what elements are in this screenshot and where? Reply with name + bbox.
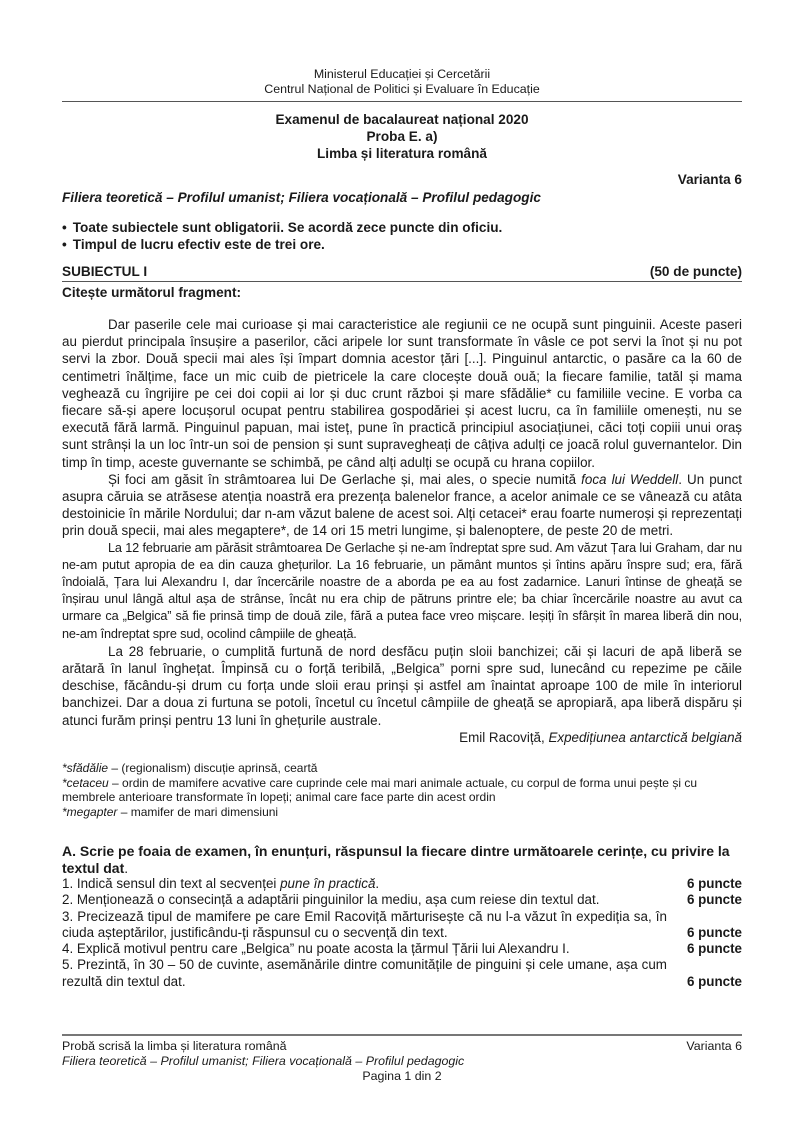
bullet-icon: • xyxy=(62,237,67,252)
glossary-item: *sfădălie – (regionalism) discuție aprinsă, ceartă xyxy=(62,761,318,775)
question-text: 4. Explică motivul pentru care „Belgica” nu poate acosta la țărmul Țării lui Alexandru I. xyxy=(62,941,570,957)
footer-variant: Varianta 6 xyxy=(686,1039,742,1053)
bullet-icon: • xyxy=(62,220,67,235)
section-divider xyxy=(62,281,742,282)
exam-profile: Filiera teoretică – Profilul umanist; Filiera vocațională – Profilul pedagogic xyxy=(62,190,541,205)
question-text: 1. Indică sensul din text al secvenței pune în practică. xyxy=(62,876,380,891)
read-prompt: Citește următorul fragment: xyxy=(62,285,242,300)
fragment-source xyxy=(62,729,742,746)
header-divider xyxy=(62,101,742,102)
source-author: Emil Racoviță, xyxy=(459,729,549,745)
page-header xyxy=(62,67,742,97)
question-item xyxy=(62,876,742,892)
question-item xyxy=(62,941,742,957)
variant-label: Varianta 6 xyxy=(677,172,742,187)
page-number: Pagina 1 din 2 xyxy=(362,1069,442,1083)
section-title: SUBIECTUL I xyxy=(62,264,148,279)
page-footer xyxy=(62,1039,742,1084)
question-text: 5. Prezintă, în 30 – 50 de cuvinte, asemănările dintre comunitățile de pinguini și cele umane, așa cum rezultă din textul dat. xyxy=(62,957,667,989)
question-item xyxy=(62,909,742,942)
footer-divider xyxy=(62,1034,742,1036)
source-work: Expedițiunea antarctică belgiană xyxy=(548,729,742,745)
center-name: Centrul Național de Politici și Evaluare în Educație xyxy=(264,82,540,96)
question-points: 6 puncte xyxy=(686,892,742,908)
glossary xyxy=(62,761,742,819)
glossary-item: *cetaceu – ordin de mamifere acvative care cuprinde cele mai mari animale actuale, cu corpul de forma unui pește și cu membrele anterioare transformate în lopeți; animal care face parte din acest ordin xyxy=(62,775,697,804)
question-text: 3. Precizează tipul de mamifere pe care Emil Racoviță mărturisește că nu l-a văzut în expediția sa, în ciuda așteptărilor, justificându-ți răspunsul cu o secvență din text. xyxy=(62,908,667,940)
exam-title-block xyxy=(62,111,742,162)
instruction-item: • Timpul de lucru efectiv este de trei ore. xyxy=(62,237,325,252)
fragment-paragraph: Și foci am găsit în strâmtoarea lui De Gerlache și, mai ales, o specie numită foca lui Weddell. Un punct asupra căruia se atrăsese atenția noastră era prezența balenelor france, a acelor animale ce se vânează cu atâta destoinicie în mările Nordului; dar n-am văzut balene de acest soi. Alți cetacei* erau foarte numeroși și reprezentați prin două specii, mai ales megaptere*, de 14 ori 15 metri lungime, și balenoptere, de peste 20 de metri. xyxy=(62,471,742,539)
instruction-item: • Toate subiectele sunt obligatorii. Se acordă zece puncte din oficiu. xyxy=(62,220,503,235)
question-points: 6 puncte xyxy=(686,876,742,891)
exam-proba: Proba E. a) xyxy=(366,129,438,144)
fragment-paragraph: La 28 februarie, o cumplită furtună de nord desfăcu puțin sloii banchizei; căi și lacuri de apă liberă se arătară în lanul înghețat. Împinsă cu o forță teribilă, „Belgica” porni spre sud, lunecând cu repezime pe căile deschise, făcându-și drum cu forța unde sloii erau prinși și astfel am înaintat aproape 100 de mile în interiorul banchizei. Dar a doua zi furtuna se potoli, încetul cu încetul câmpiile de gheață se apropiară, apa liberă dispăru și atunci furăm prinși pentru 13 luni în ghețurile australe. xyxy=(62,643,742,728)
text-fragment xyxy=(62,316,742,746)
exam-title: Examenul de bacalaureat național 2020 xyxy=(275,112,529,127)
section-header xyxy=(62,263,742,280)
question-item xyxy=(62,957,742,990)
part-a xyxy=(62,843,742,990)
question-item xyxy=(62,892,742,908)
fragment-paragraph: La 12 februarie am părăsit strâmtoarea De Gerlache și ne-am îndreptat spre sud. Am văzut Țara lui Graham, dar nu ne-am putut apropia de ea din cauza ghețurilor. La 16 februarie, un pământ muntos și întins apăru înspre sud; era, fără îndoială, Țara lui Alexandru I, dar încercările noastre de a aborda pe ea au fost zadarnice. Lanuri întinse de gheață se înșirau unul lângă altul așa de strânse, încât nu era chip de pătruns printre ele; ba chiar încercările noastre au avut ca urmare ca „Belgica” să fie prinsă timp de două zile, fără a putea face vreo mișcare. Ieșiți în sfârșit în marea liberă din nou, ne-am îndreptat spre sud, ocolind câmpiile de gheață. xyxy=(62,540,742,641)
instructions-list xyxy=(62,219,742,253)
exam-subject: Limba și literatura română xyxy=(317,146,487,161)
footer-exam-name: Probă scrisă la limba și literatura română xyxy=(62,1039,287,1053)
glossary-item: *megapter – mamifer de mari dimensiuni xyxy=(62,804,279,819)
section-points: (50 de puncte) xyxy=(649,264,742,279)
question-text: 2. Menționează o consecință a adaptării pinguinilor la mediu, așa cum reiese din textul dat. xyxy=(62,892,600,908)
question-points: 6 puncte xyxy=(686,973,742,989)
question-points: 6 puncte xyxy=(686,924,742,940)
fragment-paragraph: Dar paserile cele mai curioase și mai caracteristice ale regiunii ce ne ocupă sunt pinguinii. Aceste paseri au pierdut principala însușire a paserilor, căci aripele lor sunt transformate în vâsle ce pot servi la înot și nu pot servi la zbor. Două specii mai ales își împart domnia acestor țări [...]. Pinguinul antarctic, o pasăre ca la 60 de centimetri înălțime, face un mic cuib de pietricele la care clocește două ouă; la fiecare familie, tatăl și mama veghează cu îngrijire pe cei doi copii ai lor și duc crunt război și mare sfădălie* cu familiile vecine. E vorba ca fiecare să-și apere locușorul ocupat pentru stabilirea gospodăriei și acest lucru, ca în familiile omenești, nu se execută fără larmă. Pinguinul papuan, mai isteț, pune în practică principiul asociațiunei, căci toți copiii unui oraș sunt strânși la un loc într-un soi de pension și sunt supravegheați de câțiva adulți ce joacă rolul guvernantelor. Din timp în timp, aceste guvernante se schimbă, pe când alți adulți se ocupă cu hrana copiilor. xyxy=(62,317,742,470)
part-a-instruction: A. Scrie pe foaia de examen, în enunțuri, răspunsul la fiecare dintre următoarele cerințe, cu privire la textul dat. xyxy=(62,843,730,876)
question-points: 6 puncte xyxy=(686,941,742,957)
footer-profile: Filiera teoretică – Profilul umanist; Filiera vocațională – Profilul pedagogic xyxy=(62,1054,465,1068)
ministry-name: Ministerul Educației și Cercetării xyxy=(313,67,491,81)
